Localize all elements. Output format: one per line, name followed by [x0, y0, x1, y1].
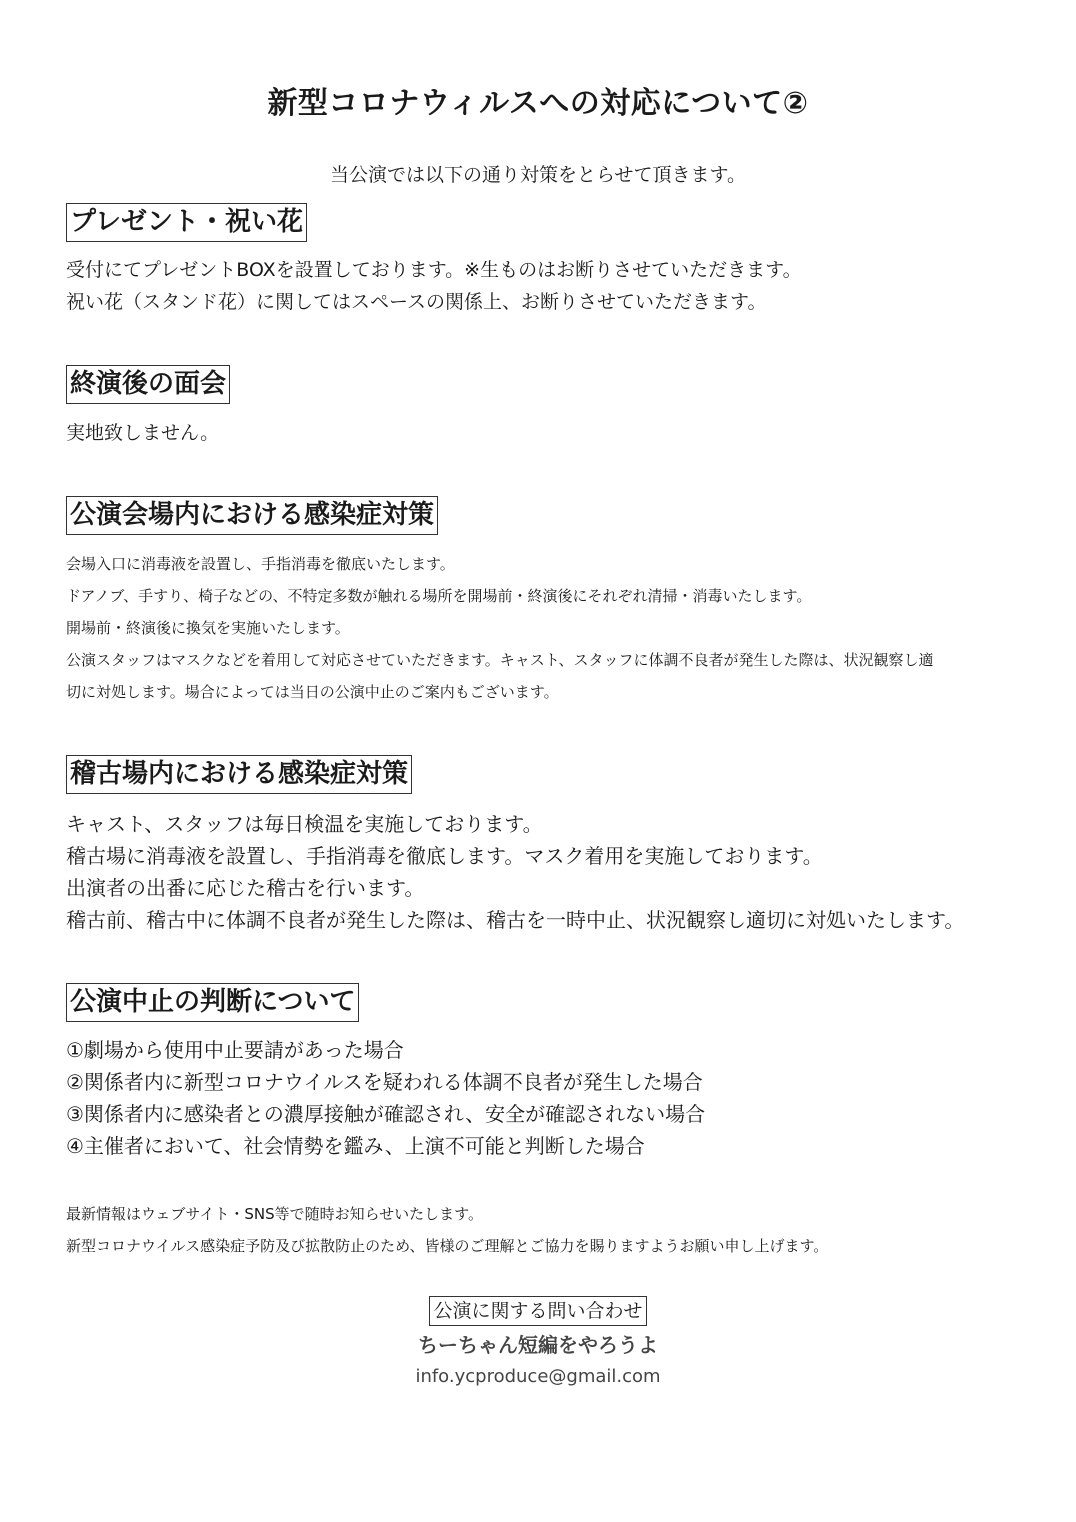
- section-present-flowers-body: [66, 254, 802, 318]
- heading-present-flowers: プレゼント・祝い花: [66, 203, 307, 242]
- section-rehearsal-infection-measures-body: [66, 808, 964, 936]
- text-line: 開場前・終演後に換気を実施いたします。: [66, 619, 350, 637]
- section-venue-infection-measures-body: [66, 548, 933, 708]
- text-line: 公演スタッフはマスクなどを着用して対応させていただきます。キャスト、スタッフに体調不良者が発生した際は、状況観察し適: [66, 651, 934, 669]
- notes: [66, 1198, 828, 1262]
- text-line: ドアノブ、手すり、椅子などの、不特定多数が触れる場所を開場前・終演後にそれぞれ清掃・消毒いたします。: [66, 587, 812, 605]
- text-line: 稽古場に消毒液を設置し、手指消毒を徹底します。マスク着用を実施しております。: [66, 844, 823, 868]
- text-line: 会場入口に消毒液を設置し、手指消毒を徹底いたします。: [66, 555, 455, 573]
- heading-after-show-meeting: 終演後の面会: [66, 365, 230, 404]
- note-line: 最新情報はウェブサイト・SNS等で随時お知らせいたします。: [66, 1205, 483, 1223]
- text-line: 祝い花（スタンド花）に関してはスペースの関係上、お断りさせていただきます。: [66, 291, 767, 313]
- heading-venue-infection-measures: 公演会場内における感染症対策: [66, 496, 438, 535]
- page-title: 新型コロナウィルスへの対応について②: [267, 86, 809, 121]
- list-item: ③関係者内に感染者との濃厚接触が確認され、安全が確認されない場合: [66, 1102, 706, 1126]
- text-line: 実地致しません。: [66, 422, 220, 444]
- contact-label: 公演に関する問い合わせ: [429, 1296, 646, 1326]
- heading-cancellation-criteria: 公演中止の判断について: [66, 983, 359, 1022]
- note-line: 新型コロナウイルス感染症予防及び拡散防止のため、皆様のご理解とご協力を賜りますようお願い申し上げます。: [66, 1237, 829, 1255]
- text-line: 稽古前、稽古中に体調不良者が発生した際は、稽古を一時中止、状況観察し適切に対処いたします。: [66, 908, 965, 932]
- section-cancellation-criteria-body: [66, 1034, 705, 1162]
- list-item: ②関係者内に新型コロナウイルスを疑われる体調不良者が発生した場合: [66, 1070, 703, 1094]
- text-line: 出演者の出番に応じた稽古を行います。: [66, 876, 425, 900]
- text-line: キャスト、スタッフは毎日検温を実施しております。: [66, 812, 543, 836]
- contact-block: [0, 1296, 1076, 1392]
- heading-rehearsal-infection-measures: 稽古場内における感染症対策: [66, 755, 412, 794]
- text-line: 受付にてプレゼントBOXを設置しております。※生ものはお断りさせていただきます。: [66, 259, 802, 281]
- list-item: ④主催者において、社会情勢を鑑み、上演不可能と判断した場合: [66, 1134, 645, 1158]
- section-after-show-meeting-body: [66, 417, 219, 449]
- contact-name: ちーちゃん短編をやろうよ: [418, 1333, 658, 1357]
- intro-text: 当公演では以下の通り対策をとらせて頂きます。: [330, 164, 746, 186]
- contact-email[interactable]: info.ycproduce@gmail.com: [415, 1366, 661, 1387]
- text-line: 切に対処します。場合によっては当日の公演中止のご案内もございます。: [66, 683, 559, 701]
- list-item: ①劇場から使用中止要請があった場合: [66, 1038, 404, 1062]
